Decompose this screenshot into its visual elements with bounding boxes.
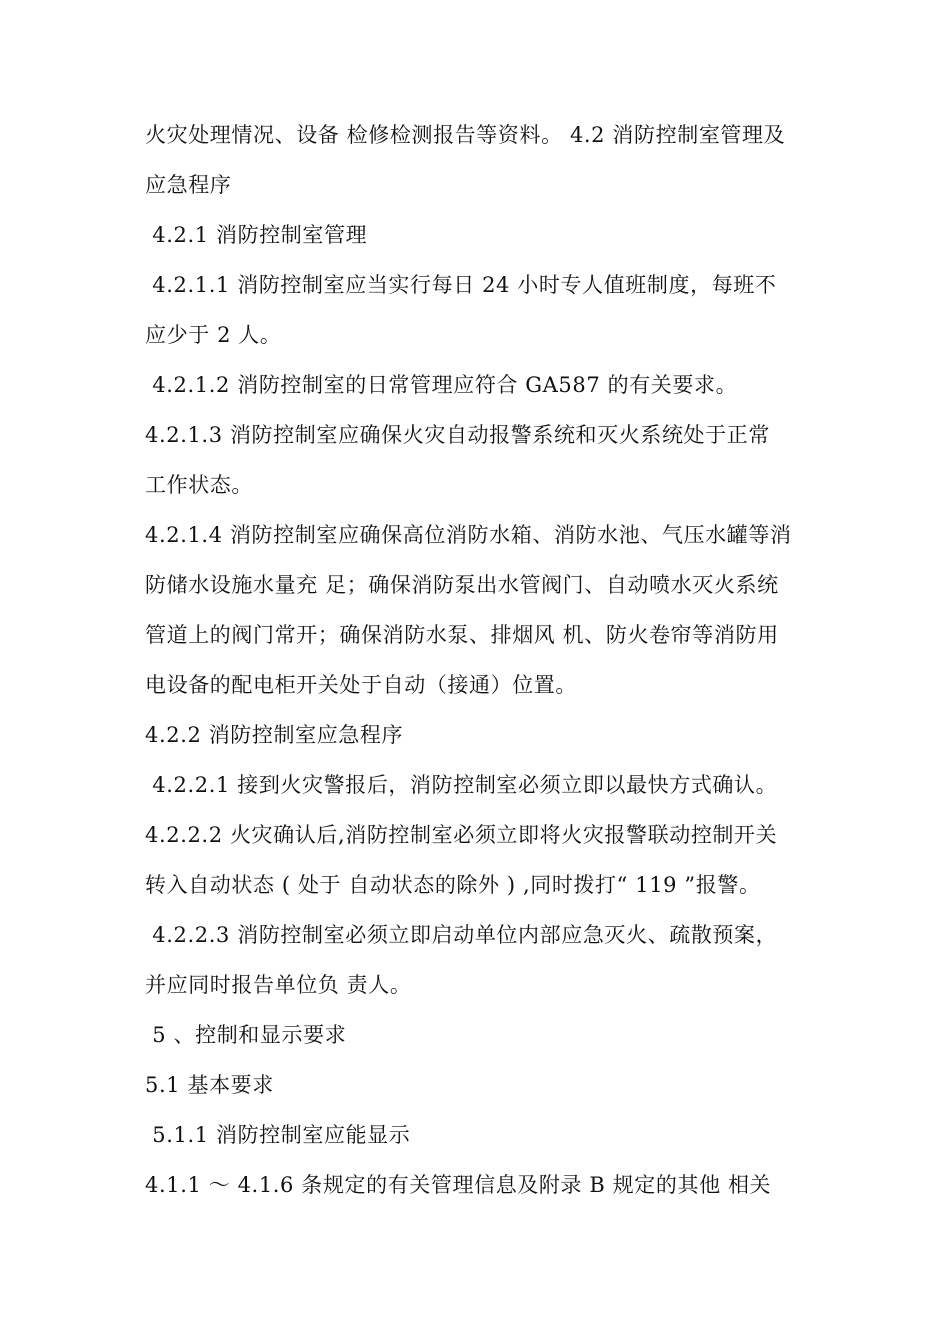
text-line-5: 应少于 2 人。 — [145, 323, 282, 347]
text-line-21: 5.1.1 消防控制室应能显示 — [145, 1123, 411, 1147]
text-line-7: 4.2.1.3 消防控制室应确保火灾自动报警系统和灭火系统处于正常 — [145, 423, 770, 447]
text-line-19: 5 、控制和显示要求 — [145, 1023, 347, 1047]
text-line-3: 4.2.1 消防控制室管理 — [145, 223, 368, 247]
text-line-10: 防储水设施水量充 足；确保消防泵出水管阀门、自动喷水灭火系统 — [145, 573, 779, 597]
text-line-18: 并应同时报告单位负 责人。 — [145, 973, 412, 997]
text-line-1: 火灾处理情况、设备 检修检测报告等资料。 4.2 消防控制室管理及 — [145, 123, 786, 147]
text-line-16: 转入自动状态 ( 处于 自动状态的除外 ) ,同时拨打“ 119 ”报警。 — [145, 873, 761, 897]
text-line-4: 4.2.1.1 消防控制室应当实行每日 24 小时专人值班制度，每班不 — [145, 273, 777, 297]
text-line-9: 4.2.1.4 消防控制室应确保高位消防水箱、消防水池、气压水罐等消 — [145, 523, 792, 547]
text-line-17: 4.2.2.3 消防控制室必须立即启动单位内部应急灭火、疏散预案， — [145, 923, 778, 947]
text-line-22: 4.1.1 ～ 4.1.6 条规定的有关管理信息及附录 B 规定的其他 相关 — [145, 1173, 772, 1197]
text-line-14: 4.2.2.1 接到火灾警报后，消防控制室必须立即以最快方式确认。 — [145, 773, 778, 797]
text-line-6: 4.2.1.2 消防控制室的日常管理应符合 GA587 的有关要求。 — [145, 373, 738, 397]
text-line-12: 电设备的配电柜开关处于自动（接通）位置。 — [145, 673, 577, 697]
text-line-15: 4.2.2.2 火灾确认后,消防控制室必须立即将火灾报警联动控制开关 — [145, 823, 778, 847]
text-line-13: 4.2.2 消防控制室应急程序 — [145, 723, 404, 747]
text-line-11: 管道上的阀门常开；确保消防水泵、排烟风 机、防火卷帘等消防用 — [145, 623, 779, 647]
text-line-2: 应急程序 — [145, 173, 232, 197]
text-line-8: 工作状态。 — [145, 473, 253, 497]
text-line-20: 5.1 基本要求 — [145, 1073, 274, 1097]
